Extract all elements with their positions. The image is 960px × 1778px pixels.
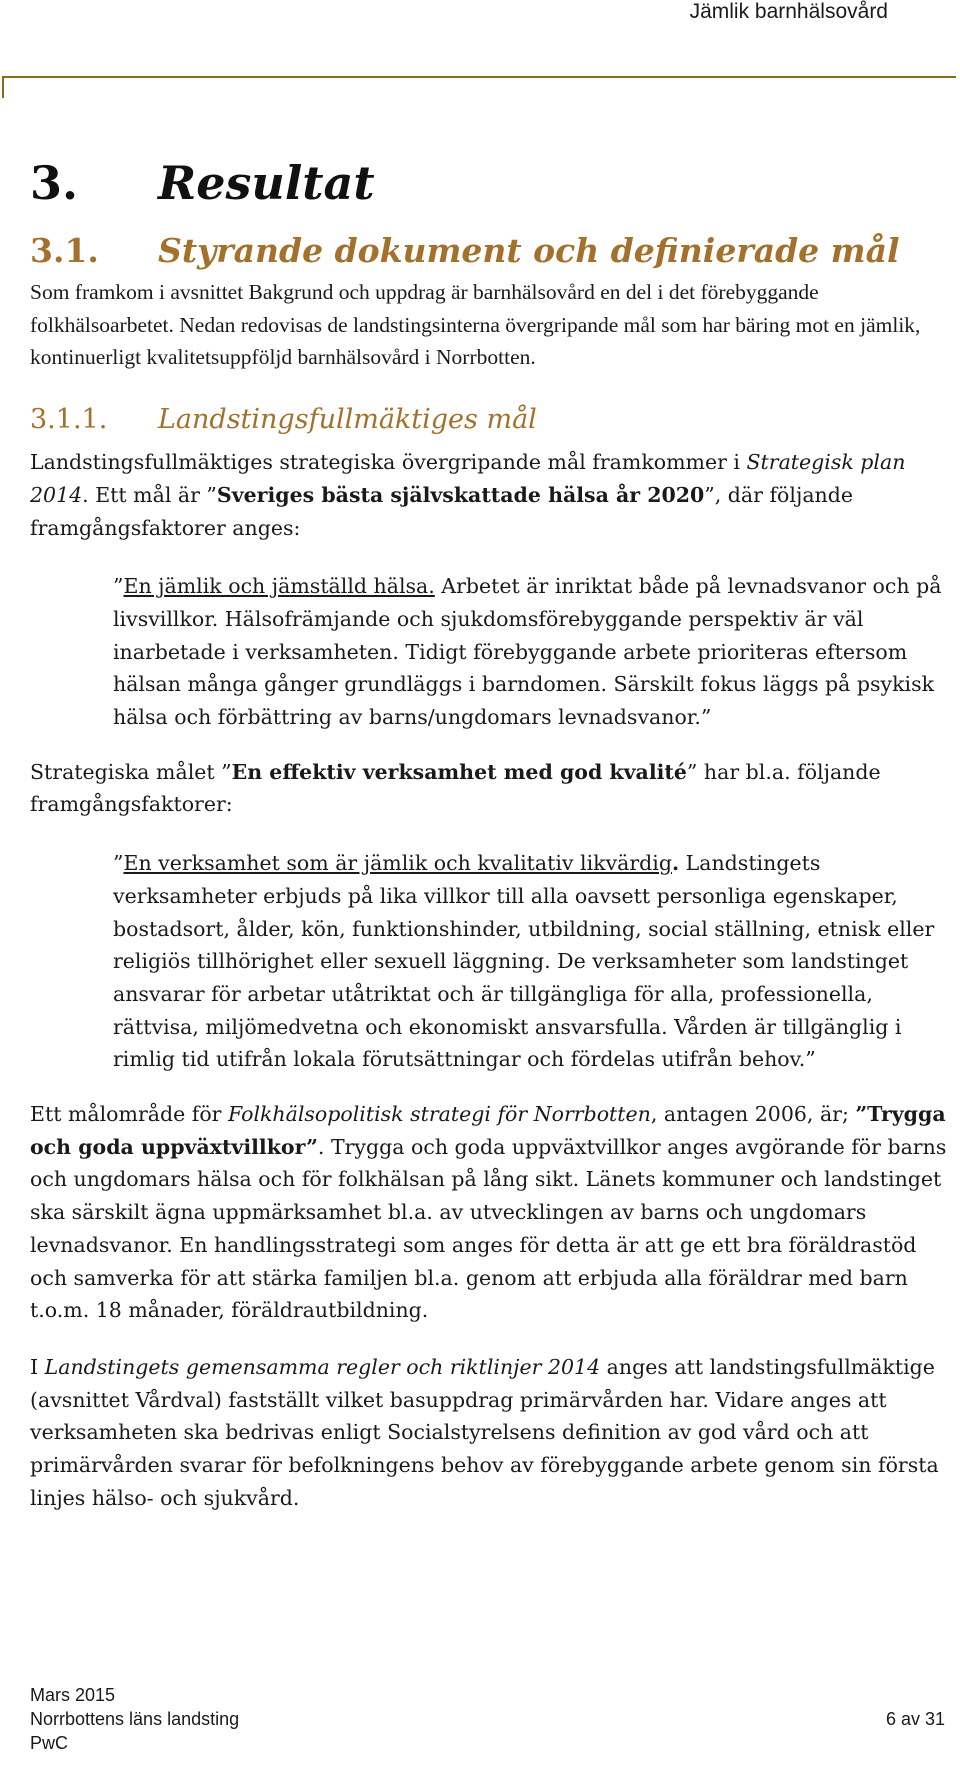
page-number: 6 av 31 bbox=[885, 1709, 945, 1729]
goal-name: Sveriges bästa självskattade hälsa år 2020 bbox=[216, 482, 705, 507]
regler-paragraph: I Landstingets gemensamma regler och riktlinjer 2014 anges att landstingsfullmäktige (avsnittet Vårdval) fastställt vilket basuppdrag primärvården har. Vidare anges att verksamheten ska bedrivas enligt Socialstyrelsens definition av god vård och att primärvården svarar för befolkningens behov av förebyggande arbete genom sin första linjes hälso- och sjukvård. bbox=[30, 1354, 939, 1510]
goal-paragraph: Landstingsfullmäktiges strategiska övergripande mål framkommer i Strategisk plan 2014. Ett mål är ”Sveriges bästa självskattade hälsa år 2020”, där följande framgångsfaktorer anges: bbox=[30, 450, 906, 540]
goal-area-name: ”Trygga och goda uppväxtvillkor” bbox=[30, 1102, 946, 1159]
section-number: 3.1. bbox=[30, 231, 99, 270]
section-heading bbox=[30, 226, 955, 276]
intro-paragraph: Som framkom i avsnittet Bakgrund och uppdrag är barnhälsovård en del i det förebyggande folkhälsoarbetet. Nedan redovisas de landstingsinterna övergripande mål som har bäring mot en jämlik, kontinuerligt kvalitetsuppföljd barnhälsovård i Norrbotten. bbox=[30, 280, 921, 370]
chapter-number: 3. bbox=[30, 156, 79, 210]
underlined-phrase: En jämlik och jämställd hälsa. bbox=[123, 574, 435, 599]
footer-org: Norrbottens läns landsting bbox=[30, 1709, 240, 1729]
doc-title-regler: Landstingets gemensamma regler och riktlinjer 2014 bbox=[44, 1354, 601, 1379]
footer-company: PwC bbox=[30, 1733, 69, 1753]
subsection-heading bbox=[30, 398, 955, 442]
chapter-heading bbox=[30, 150, 955, 216]
quote-jamlik-halsa: ”En jämlik och jämställd hälsa. Arbetet är inriktat både på levnadsvanor och på livsvillkor. Hälsofrämjande och sjukdomsförebyggande perspektiv är väl inarbetade i verksamheten. Tidigt förebyggande arbete prioriteras eftersom hälsan många gånger grundläggs i barndomen. Särskilt fokus läggs på psykisk hälsa och förbättring av barns/ungdomars levnadsvanor.” bbox=[113, 574, 942, 730]
footer-date: Mars 2015 bbox=[30, 1685, 116, 1705]
subsection-title: Landstingsfullmäktiges mål bbox=[158, 404, 537, 436]
header-rule bbox=[2, 76, 956, 78]
running-header: Jämlik barnhälsovård bbox=[689, 0, 888, 23]
page-content bbox=[30, 150, 955, 1515]
header-rule-tick bbox=[2, 76, 4, 98]
doc-title-strategisk-plan: Strategisk plan 2014 bbox=[30, 450, 906, 507]
section-title: Styrande dokument och definierade mål bbox=[158, 231, 900, 270]
subsection-number: 3.1.1. bbox=[30, 404, 108, 436]
chapter-title: Resultat bbox=[158, 156, 375, 210]
quote-effektiv-verksamhet: ”En verksamhet som är jämlik och kvalitativ likvärdig. Landstingets verksamheter erbjuds på lika villkor till alla oavsett personliga egenskaper, bostadsort, ålder, kön, funktionshinder, utbildning, social ställning, etnisk eller religiös tillhörighet eller sexuell läggning. De verksamheter som landstinget ansvarar för arbetar utåtriktat och är tillgängliga för alla, professionella, rättvisa, miljömedvetna och ekonomiskt ansvarsfulla. Vården är tillgänglig i rimlig tid utifrån lokala förutsättningar och fördelas utifrån behov.” bbox=[113, 851, 935, 1072]
underlined-phrase: En verksamhet som är jämlik och kvalitativ likvärdig bbox=[123, 851, 672, 876]
strategic-goal-paragraph: Strategiska målet ”En effektiv verksamhet med god kvalité” har bl.a. följande framgångsfaktorer: bbox=[30, 759, 881, 817]
doc-title-folkhalsopolitisk: Folkhälsopolitisk strategi för Norrbotten bbox=[228, 1102, 651, 1127]
folkhalsa-paragraph: Ett målområde för Folkhälsopolitisk strategi för Norrbotten, antagen 2006, är; ”Trygga och goda uppväxtvillkor”. Trygga och goda uppväxtvillkor anges avgörande för barns och ungdomars hälsa och för folkhälsan på lång sikt. Länets kommuner och landstinget ska särskilt ägna uppmärksamhet bl.a. av utvecklingen av barns och ungdomars levnadsvanor. En handlingsstrategi som anges för detta är att ge ett bra föräldrastöd och samverka för att stärka familjen bl.a. genom att erbjuda alla föräldrar med barn t.o.m. 18 månader, föräldrautbildning. bbox=[30, 1102, 947, 1323]
page-footer bbox=[30, 1683, 945, 1755]
strategic-goal-name: En effektiv verksamhet med god kvalité bbox=[231, 759, 687, 784]
